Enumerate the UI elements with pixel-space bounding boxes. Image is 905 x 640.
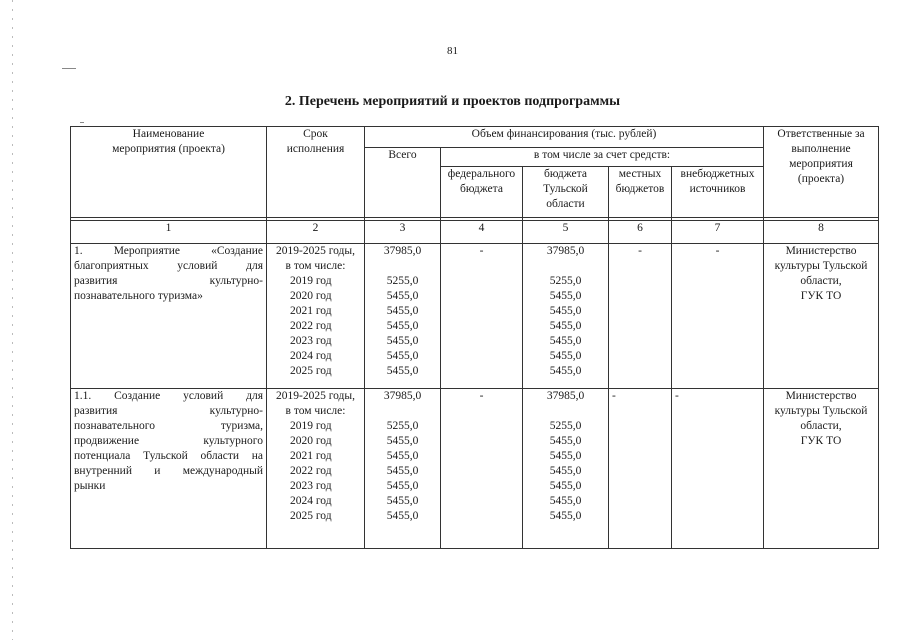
measure-name: 1.1. Создание условий для развития культурно- познавательного туризма, продвижение культурного потенциала Тульской области на внутренний и международный рынки (71, 389, 267, 549)
scan-mark (80, 122, 84, 123)
measure-local: - (609, 244, 672, 389)
header-responsible: Ответственные за выполнение мероприятия (проекта) (764, 127, 879, 218)
measure-responsible: Министерство культуры Тульской области, ГУК ТО (764, 244, 879, 389)
header-extra: внебюджетных источников (672, 167, 764, 218)
table-row (71, 244, 879, 389)
column-number: 6 (609, 221, 672, 244)
column-number: 2 (267, 221, 365, 244)
header-row-1 (71, 127, 879, 148)
measure-extra: - (672, 389, 764, 549)
scan-mark (62, 68, 76, 69)
measure-term: 2019-2025 годы, в том числе: 2019 год 2020 год 2021 год 2022 год 2023 год 2024 год 2025 год (267, 244, 365, 389)
column-number: 7 (672, 221, 764, 244)
measure-federal: - (441, 244, 523, 389)
column-number: 5 (523, 221, 609, 244)
column-number: 3 (365, 221, 441, 244)
column-numbers-row (71, 221, 879, 244)
column-number: 1 (71, 221, 267, 244)
measure-regional: 37985,0 5255,0 5455,0 5455,0 5455,0 5455,0 5455,0 5455,0 (523, 244, 609, 389)
header-regional: бюджета Тульской области (523, 167, 609, 218)
table-row (71, 389, 879, 549)
measure-regional: 37985,0 5255,0 5455,0 5455,0 5455,0 5455,0 5455,0 5455,0 (523, 389, 609, 549)
header-name: Наименование мероприятия (проекта) (71, 127, 267, 218)
measure-federal: - (441, 389, 523, 549)
column-number: 4 (441, 221, 523, 244)
header-term: Срок исполнения (267, 127, 365, 218)
measure-extra: - (672, 244, 764, 389)
measure-responsible: Министерство культуры Тульской области, ГУК ТО (764, 389, 879, 549)
measure-total: 37985,0 5255,0 5455,0 5455,0 5455,0 5455,0 5455,0 5455,0 (365, 389, 441, 549)
measure-total: 37985,0 5255,0 5455,0 5455,0 5455,0 5455,0 5455,0 5455,0 (365, 244, 441, 389)
header-total: Всего (365, 148, 441, 218)
page-title: 2. Перечень мероприятий и проектов подпрограммы (284, 94, 621, 109)
page-number: 81 (447, 45, 458, 57)
measure-local: - (609, 389, 672, 549)
measures-table (70, 126, 879, 549)
header-funding: Объем финансирования (тыс. рублей) (365, 127, 764, 148)
header-including: в том числе за счет средств: (441, 148, 764, 167)
column-number: 8 (764, 221, 879, 244)
header-federal: федерального бюджета (441, 167, 523, 218)
measure-term: 2019-2025 годы, в том числе: 2019 год 2020 год 2021 год 2022 год 2023 год 2024 год 2025 год (267, 389, 365, 549)
measure-name: 1. Мероприятие «Создание благоприятных условий для развития культурно- познавательного туризма» (71, 244, 267, 389)
header-local: местных бюджетов (609, 167, 672, 218)
